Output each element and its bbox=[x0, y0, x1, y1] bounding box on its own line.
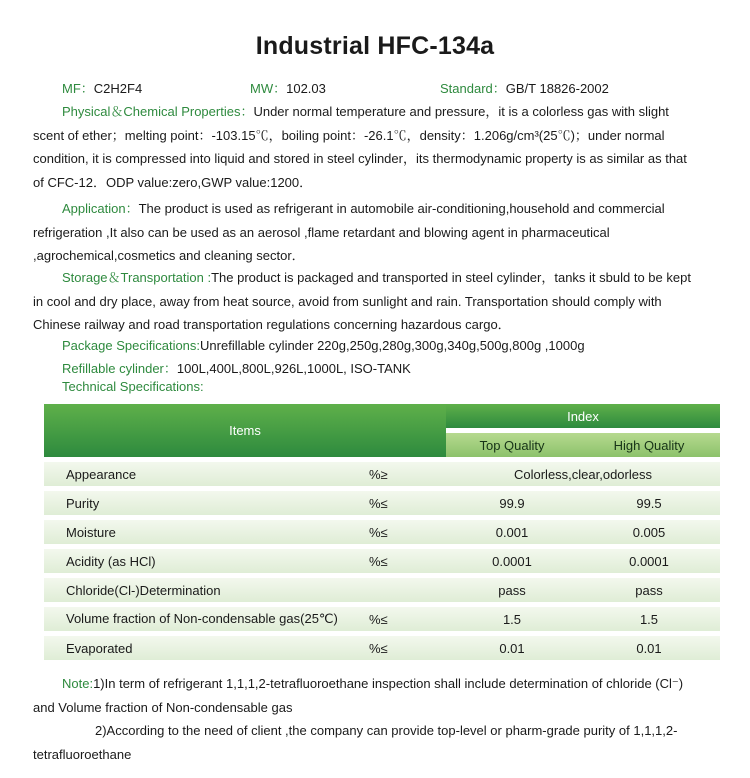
row-item: Chloride(Cl-)Determination bbox=[44, 578, 369, 602]
row-value-high: 0.005 bbox=[578, 520, 720, 544]
row-item: Purity bbox=[44, 491, 369, 515]
storage-paragraph bbox=[33, 266, 723, 337]
row-unit: %≥ bbox=[369, 462, 446, 486]
row-unit: %≤ bbox=[369, 607, 446, 631]
standard-field bbox=[440, 78, 609, 97]
refill-text: 100L,400L,800L,926L,1000L, ISO-TANK bbox=[176, 361, 411, 376]
physical-label: Physical＆Chemical Properties： bbox=[62, 104, 254, 119]
refill-label: Refillable cylinder： bbox=[62, 361, 177, 376]
note-line: tetrafluoroethane bbox=[33, 746, 132, 762]
mf-label: MF： bbox=[62, 81, 94, 96]
high-quality-header: High Quality bbox=[578, 433, 720, 457]
index-header: Index bbox=[446, 404, 720, 428]
standard-label: Standard： bbox=[440, 81, 506, 96]
technical-specifications-label: Technical Specifications: bbox=[62, 379, 204, 394]
table-row bbox=[44, 549, 720, 573]
table-row bbox=[44, 491, 720, 515]
top-quality-header: Top Quality bbox=[446, 433, 578, 457]
row-unit bbox=[369, 578, 446, 602]
table-row bbox=[44, 520, 720, 544]
mw-value: 102.03 bbox=[286, 81, 326, 96]
package-text: Unrefillable cylinder 220g,250g,280g,300g,340g,500g,800g ,1000g bbox=[200, 338, 585, 353]
mw-field bbox=[250, 78, 326, 97]
table-row bbox=[44, 462, 720, 486]
application-label: Application： bbox=[62, 201, 139, 216]
row-value-high: 0.0001 bbox=[578, 549, 720, 573]
row-value-high: 99.5 bbox=[578, 491, 720, 515]
note-line: 2)According to the need of client ,the company can provide top-level or pharm-grade purity of 1,1,1,2- bbox=[95, 723, 678, 738]
physical-properties-paragraph bbox=[33, 100, 723, 194]
physical-line: scent of ether；melting point：-103.15℃，boiling point：-26.1℃，density：1.206g/cm³(25℃)；under normal bbox=[33, 127, 665, 143]
table-row bbox=[44, 607, 720, 631]
mw-label: MW： bbox=[250, 81, 287, 96]
standard-value: GB/T 18826-2002 bbox=[505, 81, 609, 96]
row-value-top: pass bbox=[446, 578, 578, 602]
items-header: Items bbox=[44, 404, 446, 457]
storage-line: The product is packaged and transported in steel cylinder，tanks it sbuld to be kept bbox=[211, 270, 691, 285]
storage-line: Chinese railway and road transportation regulations concerning hazardous cargo． bbox=[33, 317, 511, 332]
row-value-top: 0.01 bbox=[446, 636, 578, 660]
physical-line: Under normal temperature and pressure，it is a colorless gas with slight bbox=[253, 104, 669, 119]
row-unit: %≤ bbox=[369, 520, 446, 544]
package-specifications bbox=[33, 334, 723, 358]
row-item: Volume fraction of Non-condensable gas(25℃) bbox=[44, 607, 369, 631]
row-value-high: 1.5 bbox=[578, 607, 720, 631]
row-unit: %≤ bbox=[369, 491, 446, 515]
row-value-merged: Colorless,clear,odorless bbox=[446, 462, 720, 486]
row-value-high: pass bbox=[578, 578, 720, 602]
note-paragraph bbox=[33, 672, 723, 766]
row-item: Evaporated bbox=[44, 636, 369, 660]
row-value-high: 0.01 bbox=[578, 636, 720, 660]
package-label: Package Specifications: bbox=[62, 338, 201, 353]
table-row bbox=[44, 578, 720, 602]
storage-line: in cool and dry place, away from heat source, avoid from sunlight and rain. Transportation should comply with bbox=[33, 293, 662, 309]
physical-line: condition, it is compressed into liquid and stored in steel cylinder，its thermodynamic property is as similar as that bbox=[33, 151, 687, 166]
row-unit: %≤ bbox=[369, 549, 446, 573]
spec-table bbox=[44, 399, 720, 665]
row-value-top: 0.0001 bbox=[446, 549, 578, 573]
row-value-top: 99.9 bbox=[446, 491, 578, 515]
row-value-top: 1.5 bbox=[446, 607, 578, 631]
table-row bbox=[44, 636, 720, 660]
mf-field bbox=[62, 78, 142, 97]
application-line: The product is used as refrigerant in automobile air-conditioning,household and commercial bbox=[138, 201, 665, 216]
note-line: 1)In term of refrigerant 1,1,1,2-tetrafluoroethane inspection shall include determination of chloride (Cl⁻) bbox=[93, 676, 684, 691]
application-line: refrigeration ,It also can be used as an aerosol ,flame retardant and blowing agent in pharmaceutical bbox=[33, 224, 610, 240]
document-title: Industrial HFC-134a bbox=[255, 32, 495, 60]
row-item: Moisture bbox=[44, 520, 369, 544]
row-value-top: 0.001 bbox=[446, 520, 578, 544]
mf-value: C2H2F4 bbox=[93, 81, 143, 96]
note-line: and Volume fraction of Non-condensable gas bbox=[33, 699, 293, 715]
physical-line: of CFC-12．ODP value:zero,GWP value:1200． bbox=[33, 174, 313, 190]
application-line: ,agrochemical,cosmetics and cleaning sector． bbox=[33, 248, 305, 263]
note-label: Note: bbox=[62, 676, 94, 691]
row-item: Appearance bbox=[44, 462, 369, 486]
row-item: Acidity (as HCl) bbox=[44, 549, 369, 573]
row-unit: %≤ bbox=[369, 636, 446, 660]
storage-label: Storage＆Transportation : bbox=[62, 270, 212, 285]
application-paragraph bbox=[33, 197, 723, 268]
